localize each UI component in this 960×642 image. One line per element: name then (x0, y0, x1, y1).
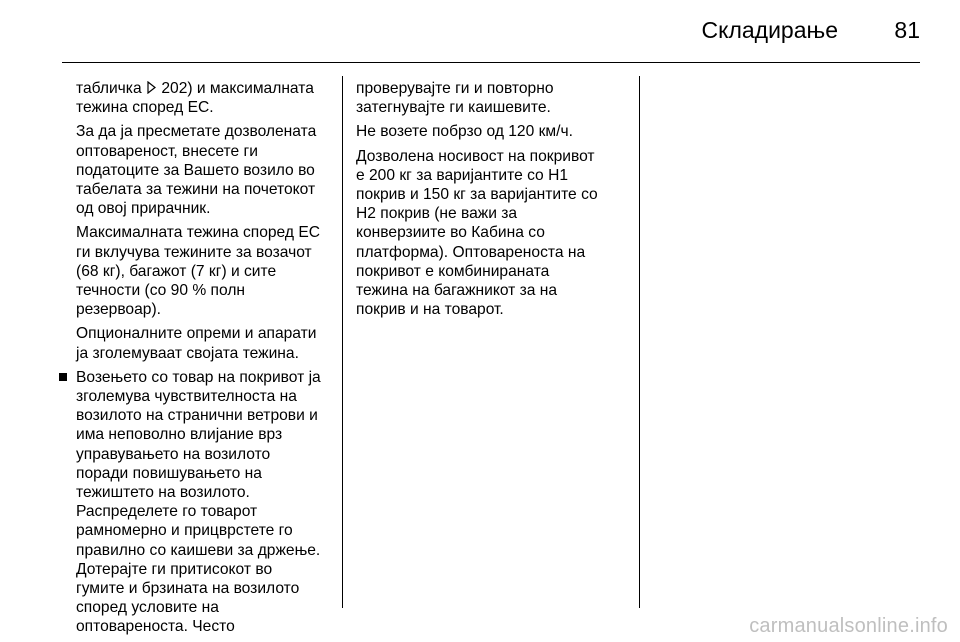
paragraph-roof-capacity (356, 147, 632, 320)
text-line: покрив и на товарот. (356, 301, 504, 319)
text-line: конверзиите во Кабина со (356, 224, 545, 242)
text-line: Не возете побрзо од 120 км/ч. (356, 123, 573, 141)
paragraph-max-weight (76, 223, 338, 319)
text-line: според условите на (76, 599, 219, 617)
text-line: резервоар). (76, 301, 161, 319)
page-reference-arrow-icon (147, 81, 156, 94)
paragraph-optional-equipment (76, 324, 338, 362)
bullet-item-roof-load (76, 368, 338, 637)
column-divider-1 (342, 76, 343, 608)
text-line: возилото на странични ветрови и (76, 407, 318, 425)
text-line: гумите и брзината на возилото (76, 580, 300, 598)
text-line: управувањето на возилото (76, 445, 271, 463)
bullet-square-icon (59, 373, 67, 381)
text-line: Дозволена носивост на покривот (356, 147, 595, 165)
text-line: од овој прирачник. (76, 200, 211, 218)
paragraph-load-calculation (76, 122, 338, 218)
header-title: Складирање (701, 17, 838, 43)
text-line: тежиштето на возилото. (76, 484, 250, 502)
text-line: табелата за тежини на почетокот (76, 181, 316, 199)
text-line: Дотерајте ги притисокот во (76, 560, 273, 578)
text-line: Опционалните опреми и апарати (76, 325, 317, 343)
paragraph-check-straps (356, 79, 632, 117)
bullet-text (76, 368, 338, 637)
text-line: податоците за Вашето возило во (76, 161, 315, 179)
text-line: H2 покрив (не важи за (356, 205, 518, 223)
page-number: 81 (894, 17, 920, 43)
header-rule (62, 62, 920, 63)
text-line: тежина на багажникот за на (356, 282, 558, 300)
text-line: оптовареноста. Често (76, 618, 235, 636)
text-column-right (356, 79, 632, 319)
column-divider-2 (639, 76, 640, 608)
text-line: Возењето со товар на покривот ја (76, 368, 321, 386)
text-line: зголемува чувствителноста на (76, 388, 297, 406)
text-column-left (76, 79, 338, 637)
text-line: оптовареност, внесете ги (76, 142, 258, 160)
text-line: ја зголемуваат својата тежина. (76, 344, 299, 362)
text-line: правилно со каишеви за држење. (76, 541, 321, 559)
text-line: платформа). Оптовареноста на (356, 243, 586, 261)
paragraph-speed-limit (356, 122, 632, 141)
text-line: покрив и 150 кг за варијантите со (356, 186, 598, 204)
text-line: Максималната тежина според ЕС (76, 224, 320, 242)
text-line: рамномерно и прицврстете го (76, 522, 293, 540)
text-line: течности (со 90 % полн (76, 282, 246, 300)
text-line: е 200 кг за варијантите со H1 (356, 166, 569, 184)
text-line: покривот е комбинираната (356, 262, 550, 280)
paragraph-continuation: табличка 202) и максималната тежина според ЕС. (76, 80, 314, 117)
text-line: (68 кг), багажот (7 кг) и сите (76, 262, 277, 280)
text-line: затегнувајте ги каишевите. (356, 99, 551, 117)
text-line: проверувајте ги и повторно (356, 80, 554, 97)
text-line: поради повишувањето на (76, 464, 262, 482)
watermark: carmanualsonline.info (749, 615, 948, 637)
text-line: има неповолно влијание врз (76, 426, 283, 444)
text-line: За да ја пресметате дозволената (76, 123, 317, 141)
text-line: Распределете го товарот (76, 503, 258, 521)
text-line: ги вклучува тежините за возачот (76, 243, 312, 261)
